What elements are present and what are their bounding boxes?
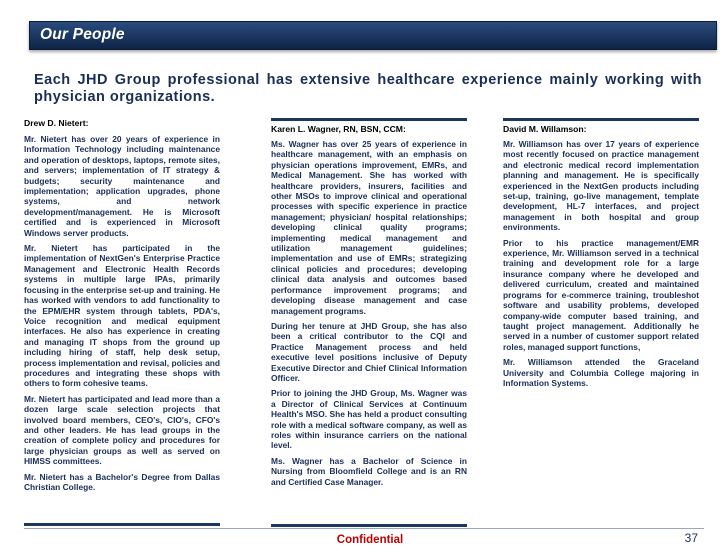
confidential-label xyxy=(0,534,728,546)
bio-paragraph: Mr. Nietert has participated in the implementation of NextGen's Enterprise Practice Management and Electronic Health Records systems in multiple large IPAs, primarily focusing in the enterprise set-up and training. He has worked with vendors to add functionality to the EPM/EHR system through tablets, PDA's, Voice recognition and medical equipment interfaces. He also has experience in creating and managing IT shops from the ground up including hiring of staff, help desk setup, process implementation and revisal, policies and procedures and integrating these shops with others to form cohesive teams. xyxy=(24,243,220,389)
person-bio xyxy=(503,139,699,393)
bio-paragraph: Ms. Wagner has over 25 years of experience in healthcare management, with an emphasis on physician operations improvement, EMRs, and Medical Management. She has worked with healthcare providers, insurers, facilities and other MSOs to improve clinical and operational processes with specific experience in practice management; physician/ hospital relationships; developing clinical quality programs; implementing medical management and utilization management guidelines; implementation and use of EMRs; strategizing clinical policies and procedures; developing clinical data analysis and outcomes based performance improvement programs; and developing disease management and case management programs. xyxy=(271,139,467,316)
person-bio xyxy=(271,139,467,492)
bio-paragraph: Prior to joining the JHD Group, Ms. Wagner was a Director of Clinical Services at Continuum Health's MSO. She has held a product consulting role with a medical software company, as well as roles within insurance carriers on the national level. xyxy=(271,388,467,451)
person-name: Drew D. Nietert: xyxy=(24,120,89,128)
person-column-williamson xyxy=(503,118,699,527)
title-banner xyxy=(29,21,717,50)
person-name: Karen L. Wagner, RN, BSN, CCM: xyxy=(271,124,406,134)
bio-paragraph: Mr. Nietert has over 20 years of experience in Information Technology including maintenance and operation of desktops, laptops, remote sites, and servers; implementation of IT strategy & budgets; security maintenance and implementation; application upgrades, phone systems, and network development/management. He is Microsoft certified and is experienced in Microsoft Windows server products. xyxy=(24,134,220,238)
footer-divider xyxy=(24,528,704,529)
slide-title: Our People xyxy=(40,26,125,43)
page-number: 37 xyxy=(684,531,698,545)
intro-text: Each JHD Group professional has extensive healthcare experience mainly working with physician organizations. xyxy=(34,72,702,105)
person-bio xyxy=(24,134,220,497)
column-bottom-rule xyxy=(24,523,220,526)
person-name: David M. Willamson: xyxy=(503,124,587,134)
bio-paragraph: Ms. Wagner has a Bachelor of Science in Nursing from Bloomfield College and is an RN and Certified Case Manager. xyxy=(271,455,467,487)
bio-paragraph: Mr. Williamson attended the Graceland University and Columbia College majoring in Information Systems. xyxy=(503,357,699,388)
column-bottom-rule xyxy=(271,524,467,527)
confidential-text: Confidential xyxy=(336,534,404,546)
bio-paragraph: Prior to his practice management/EMR experience, Mr. Williamson served in a technical training and development role for a large insurance company where he developed and delivered curriculum, created and maintained programs for e-commerce training, troubleshot software and usability problems, developed company-wide computer based training, and taught project management. Additionally he served in a number of customer support related roles, managed support functions, xyxy=(503,237,699,352)
person-column-wagner xyxy=(271,118,467,527)
bio-paragraph: Mr. Williamson has over 17 years of experience most recently focused on practice management and electronic medical record implementation planning and management. He is specifically experienced in the NextGen products including set-up, training, go-live management, template development, HL-7 interfaces, and project management in both hospital and group environments. xyxy=(503,139,699,233)
bio-paragraph: Mr. Nietert has a Bachelor's Degree from Dallas Christian College. xyxy=(24,471,220,492)
bio-paragraph: During her tenure at JHD Group, she has also been a critical contributor to the CQI and Practice Management process and held executive level positions inclusive of Deputy Executive Director and Chief Clinical Information Officer. xyxy=(271,320,467,383)
person-column-nietert xyxy=(24,120,220,526)
bio-paragraph: Mr. Nietert has participated and lead more than a dozen large scale selection projects that involved board members, CEO's, CIO's, CFO's and other leaders. He has lead groups in the creation of complete policy and procedures for large physician groups as well as served on HIMSS committees. xyxy=(24,393,220,467)
